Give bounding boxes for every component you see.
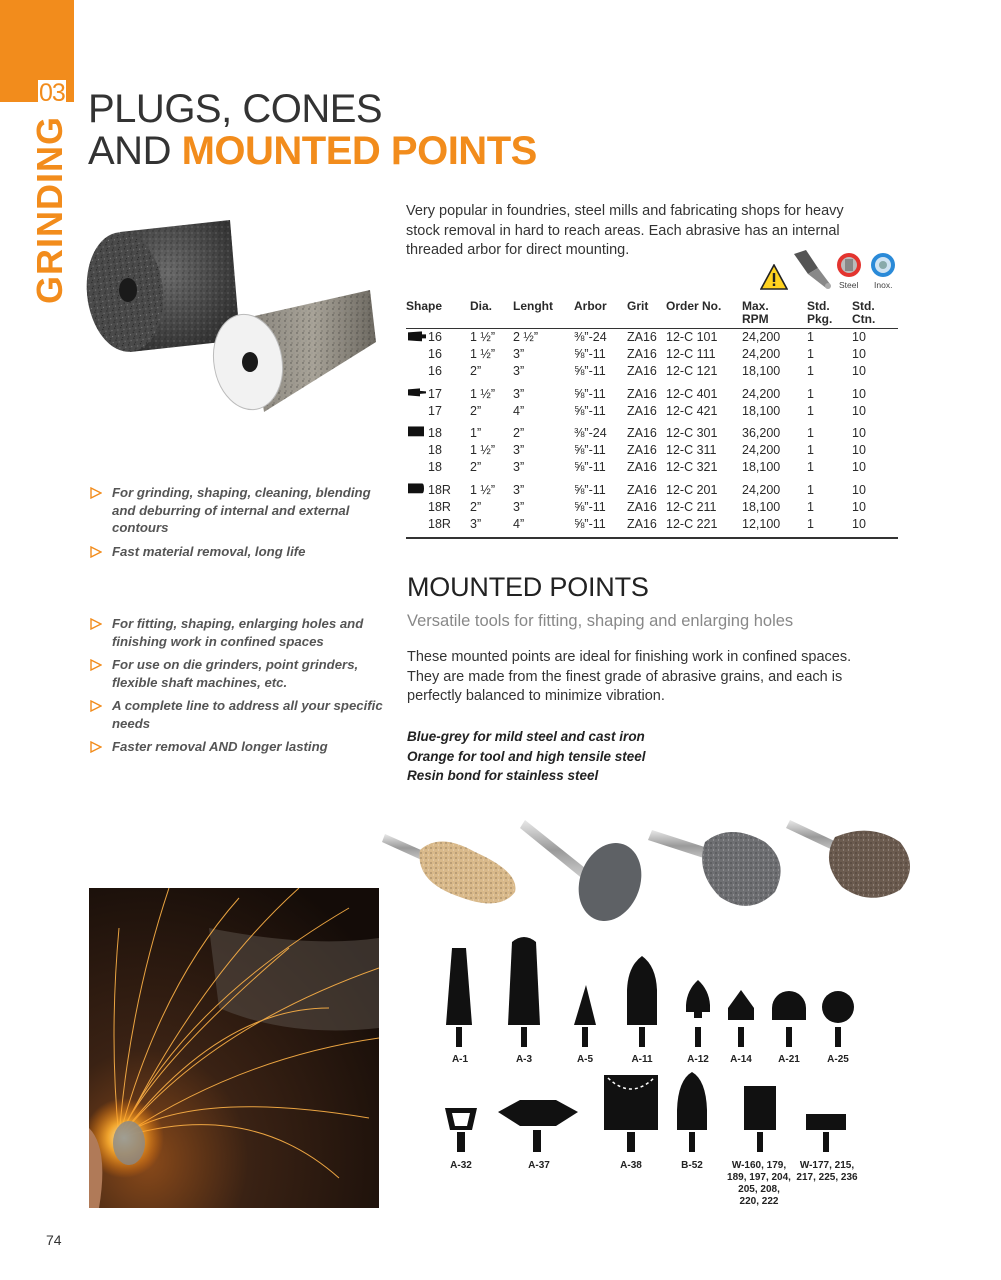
col-arbor: Arbor [574,299,607,313]
cell-ctn: 10 [852,517,866,532]
cell-length: 4” [513,517,525,532]
svg-text:W-177, 215,: W-177, 215, [799,1160,855,1171]
svg-text:A-1: A-1 [451,1054,469,1065]
shape-a1 [446,948,472,1065]
cell-ctn: 10 [852,403,866,418]
section-number: 03 [39,79,65,107]
svg-text:220, 222: 220, 222 [739,1196,779,1207]
cell-order: 12-C 201 [666,482,718,497]
cell-length: 3” [513,460,525,475]
svg-text:B-52: B-52 [681,1160,703,1171]
intro-paragraph: Very popular in foundries, steel mills and fabricating shops for heavy stock removal in hard to reach areas. Each abrasive has an internal threaded arbor for direct mounting. [406,203,844,258]
cell-arbor: ⅝”-11 [574,364,606,379]
cell-shape: 18R [406,477,470,499]
cell-length: 3” [513,347,525,362]
bullet-item: Fast material removal, long life [88,543,388,561]
grinding-sparks-photo [89,888,379,1208]
cell-ctn: 10 [852,460,866,475]
page-title-line1: PLUGS, CONES [88,87,383,131]
shape-a38 [604,1075,658,1171]
cell-ctn: 10 [852,499,866,514]
cell-pkg: 1 [807,499,814,514]
svg-text:A-3: A-3 [515,1054,533,1065]
col-length: Lenght [513,299,553,313]
inox-label: Inox. [874,280,893,290]
bullet-item: For use on die grinders, point grinders, flexible shaft machines, etc. [88,656,388,691]
cell-dia: 1 ½” [470,443,496,458]
shape-16-icon [408,329,426,346]
shape-w-cylinder [727,1086,791,1207]
shape-a11 [627,956,657,1065]
cell-ctn: 10 [852,386,866,401]
table-row [406,363,898,380]
cell-length: 3” [513,364,525,379]
cell-pkg: 1 [807,426,814,441]
cell-rpm: 18,100 [742,499,781,514]
cell-rpm: 18,100 [742,364,781,379]
bullets-mounted-points [88,615,388,762]
steel-icon [836,252,862,278]
cell-shape: 17 [428,403,442,418]
triangle-bullet-icon [90,546,102,558]
cell-rpm: 36,200 [742,426,781,441]
cell-dia: 3” [470,517,482,532]
mounted-points-body: These mounted points are ideal for finishing work in confined spaces. They are made from the finest grade of abrasive grains, and each is perfectly balanced to minimize vibration. [407,649,852,704]
cell-rpm: 24,200 [742,386,781,401]
cell-arbor: ⅝”-11 [574,386,606,401]
cell-rpm: 18,100 [742,403,781,418]
cell-dia: 2” [470,364,482,379]
table-row [406,381,898,403]
cell-pkg: 1 [807,330,814,344]
triangle-bullet-icon [90,659,102,671]
color-note-resin: Resin bond for stainless steel [407,768,599,783]
cell-grit: ZA16 [627,517,657,532]
triangle-bullet-icon [90,741,102,753]
cell-ctn: 10 [852,364,866,379]
cell-order: 12-C 211 [666,499,717,514]
svg-text:A-14: A-14 [730,1054,752,1065]
svg-text:A-11: A-11 [631,1054,653,1065]
bullet-item: For grinding, shaping, cleaning, blending and deburring of internal and external contours [88,484,388,537]
svg-text:W-160, 179,: W-160, 179, [731,1160,787,1171]
shape-17-icon [408,385,426,402]
cell-order: 12-C 121 [666,364,718,379]
page-title-prefix: AND [88,129,171,173]
table-row [406,477,898,499]
cell-shape: 18 [428,460,442,475]
cell-dia: 2” [470,499,482,514]
cell-grit: ZA16 [627,482,657,497]
cell-rpm: 24,200 [742,347,781,362]
svg-text:A-37: A-37 [528,1160,550,1171]
mounted-points-title: MOUNTED POINTS [407,572,649,602]
cell-order: 12-C 101 [666,330,718,344]
cell-length: 4” [513,403,525,418]
col-grit: Grit [627,299,649,313]
cell-arbor: ⅝”-11 [574,460,606,475]
bullet-item: A complete line to address all your specific needs [88,697,388,732]
col-rpm: Max. RPM [742,299,769,326]
cell-ctn: 10 [852,426,866,441]
cell-grit: ZA16 [627,499,657,514]
cell-dia: 2” [470,460,482,475]
cell-grit: ZA16 [627,347,657,362]
cell-length: 3” [513,443,525,458]
steel-label: Steel [839,280,859,290]
mounted-points-subtitle: Versatile tools for fitting, shaping and enlarging holes [407,612,794,630]
bullets-plugs [88,484,388,566]
cell-shape: 18R [428,517,451,532]
cell-pkg: 1 [807,517,814,532]
mounted-point-disc [520,820,652,930]
table-row [406,403,898,420]
table-row [406,459,898,476]
cell-arbor: ⅜”-24 [574,426,607,441]
triangle-bullet-icon [90,700,102,712]
warning-icon [760,264,788,290]
cell-grit: ZA16 [627,426,657,441]
bullet-item: Faster removal AND longer lasting [88,738,388,756]
cell-shape: 18 [428,443,442,458]
shape-a12 [686,980,710,1065]
table-row [406,499,898,516]
cell-dia: 1 ½” [470,330,496,344]
cell-rpm: 24,200 [742,482,781,497]
shape-18-icon [408,425,424,442]
table-row [406,516,898,538]
shape-a3 [508,937,540,1065]
cell-order: 12-C 111 [666,347,716,362]
table-row [406,346,898,363]
cell-pkg: 1 [807,403,814,418]
svg-text:205, 208,: 205, 208, [738,1184,780,1195]
cell-pkg: 1 [807,364,814,379]
cell-pkg: 1 [807,482,814,497]
cell-shape: 16 [428,364,442,379]
shape-a37 [498,1100,578,1171]
cell-grit: ZA16 [627,364,657,379]
cell-shape: 16 [406,329,470,347]
triangle-bullet-icon [90,487,102,499]
cell-order: 12-C 401 [666,386,718,401]
col-ctn: Std. Ctn. [852,299,876,326]
cell-dia: 1 ½” [470,347,496,362]
cell-shape: 16 [428,347,442,362]
svg-text:A-12: A-12 [687,1054,709,1065]
color-note-blue-grey: Blue-grey for mild steel and cast iron [407,729,645,744]
cell-pkg: 1 [807,443,814,458]
shape-18r-icon [408,481,424,498]
cell-arbor: ⅝”-11 [574,482,606,497]
cell-ctn: 10 [852,482,866,497]
mounted-points-color-list [407,727,646,786]
cell-length: 3” [513,499,525,514]
table-row [406,420,898,442]
shape-b52 [677,1072,707,1171]
grinder-icon [792,250,834,290]
cell-order: 12-C 311 [666,443,717,458]
page-number: 74 [46,1232,62,1248]
cell-pkg: 1 [807,460,814,475]
shape-a14 [728,990,754,1065]
shape-a25 [822,991,854,1065]
col-pkg: Std. Pkg. [807,299,833,326]
cell-rpm: 18,100 [742,460,781,475]
cell-arbor: ⅝”-11 [574,499,606,514]
mounted-point-blue-grey [648,830,781,906]
svg-text:A-32: A-32 [450,1160,472,1171]
shape-a5 [574,985,596,1065]
cell-length: 3” [513,386,525,401]
svg-text:A-25: A-25 [827,1054,849,1065]
cell-order: 12-C 301 [666,426,718,441]
inox-icon [870,252,896,278]
table-row [406,442,898,459]
page-title-line2 [88,130,537,172]
plugs-cones-table [406,300,898,539]
cell-dia: 1 ½” [470,386,496,401]
col-dia: Dia. [470,299,493,313]
cell-grit: ZA16 [627,443,657,458]
table-body [406,329,898,539]
shape-a32 [445,1108,477,1171]
cell-pkg: 1 [807,386,814,401]
cell-dia: 1 ½” [470,482,496,497]
cell-dia: 1” [470,426,482,441]
triangle-bullet-icon [90,618,102,630]
page-title-accent: MOUNTED POINTS [181,129,537,173]
cell-grit: ZA16 [627,460,657,475]
cell-pkg: 1 [807,347,814,362]
svg-text:A-5: A-5 [576,1054,594,1065]
cell-length: 3” [513,482,525,497]
cell-order: 12-C 221 [666,517,718,532]
bullet-item: For fitting, shaping, enlarging holes and finishing work in confined spaces [88,615,388,650]
mounted-points-photo [380,812,920,932]
plug-cylinder [81,220,240,356]
cell-rpm: 24,200 [742,330,781,344]
cell-shape: 18 [406,420,470,442]
mounted-point-resin [786,820,910,898]
cell-ctn: 10 [852,347,866,362]
cell-rpm: 24,200 [742,443,781,458]
svg-text:217, 225, 236: 217, 225, 236 [796,1172,858,1183]
cell-dia: 2” [470,403,482,418]
cell-length: 2 ½” [513,330,539,344]
cell-rpm: 12,100 [742,517,781,532]
cell-order: 12-C 421 [666,403,718,418]
cell-length: 2” [513,426,525,441]
cell-order: 12-C 321 [666,460,718,475]
cell-ctn: 10 [852,443,866,458]
plugs-cones-photo [80,212,380,427]
cell-shape: 17 [406,381,470,403]
cell-arbor: ⅜”-24 [574,330,607,344]
table-row [406,329,898,347]
shape-a21 [772,991,806,1065]
cell-grit: ZA16 [627,403,657,418]
cell-grit: ZA16 [627,330,657,344]
cell-arbor: ⅝”-11 [574,403,606,418]
shape-w-disc [796,1114,858,1183]
cell-shape: 18R [428,499,451,514]
svg-text:A-21: A-21 [778,1054,800,1065]
svg-text:A-38: A-38 [620,1160,642,1171]
section-side-label: GRINDING [29,116,70,304]
col-order: Order No. [666,299,722,313]
mounted-point-orange [382,834,516,903]
table-header-row [406,300,898,329]
cell-ctn: 10 [852,330,866,344]
cell-arbor: ⅝”-11 [574,443,606,458]
cell-arbor: ⅝”-11 [574,517,606,532]
col-shape: Shape [406,299,443,313]
color-note-orange: Orange for tool and high tensile steel [407,748,646,764]
mounted-point-shapes-diagram [420,930,900,1220]
cell-grit: ZA16 [627,386,657,401]
cell-arbor: ⅝”-11 [574,347,606,362]
svg-text:189, 197, 204,: 189, 197, 204, [727,1172,791,1183]
